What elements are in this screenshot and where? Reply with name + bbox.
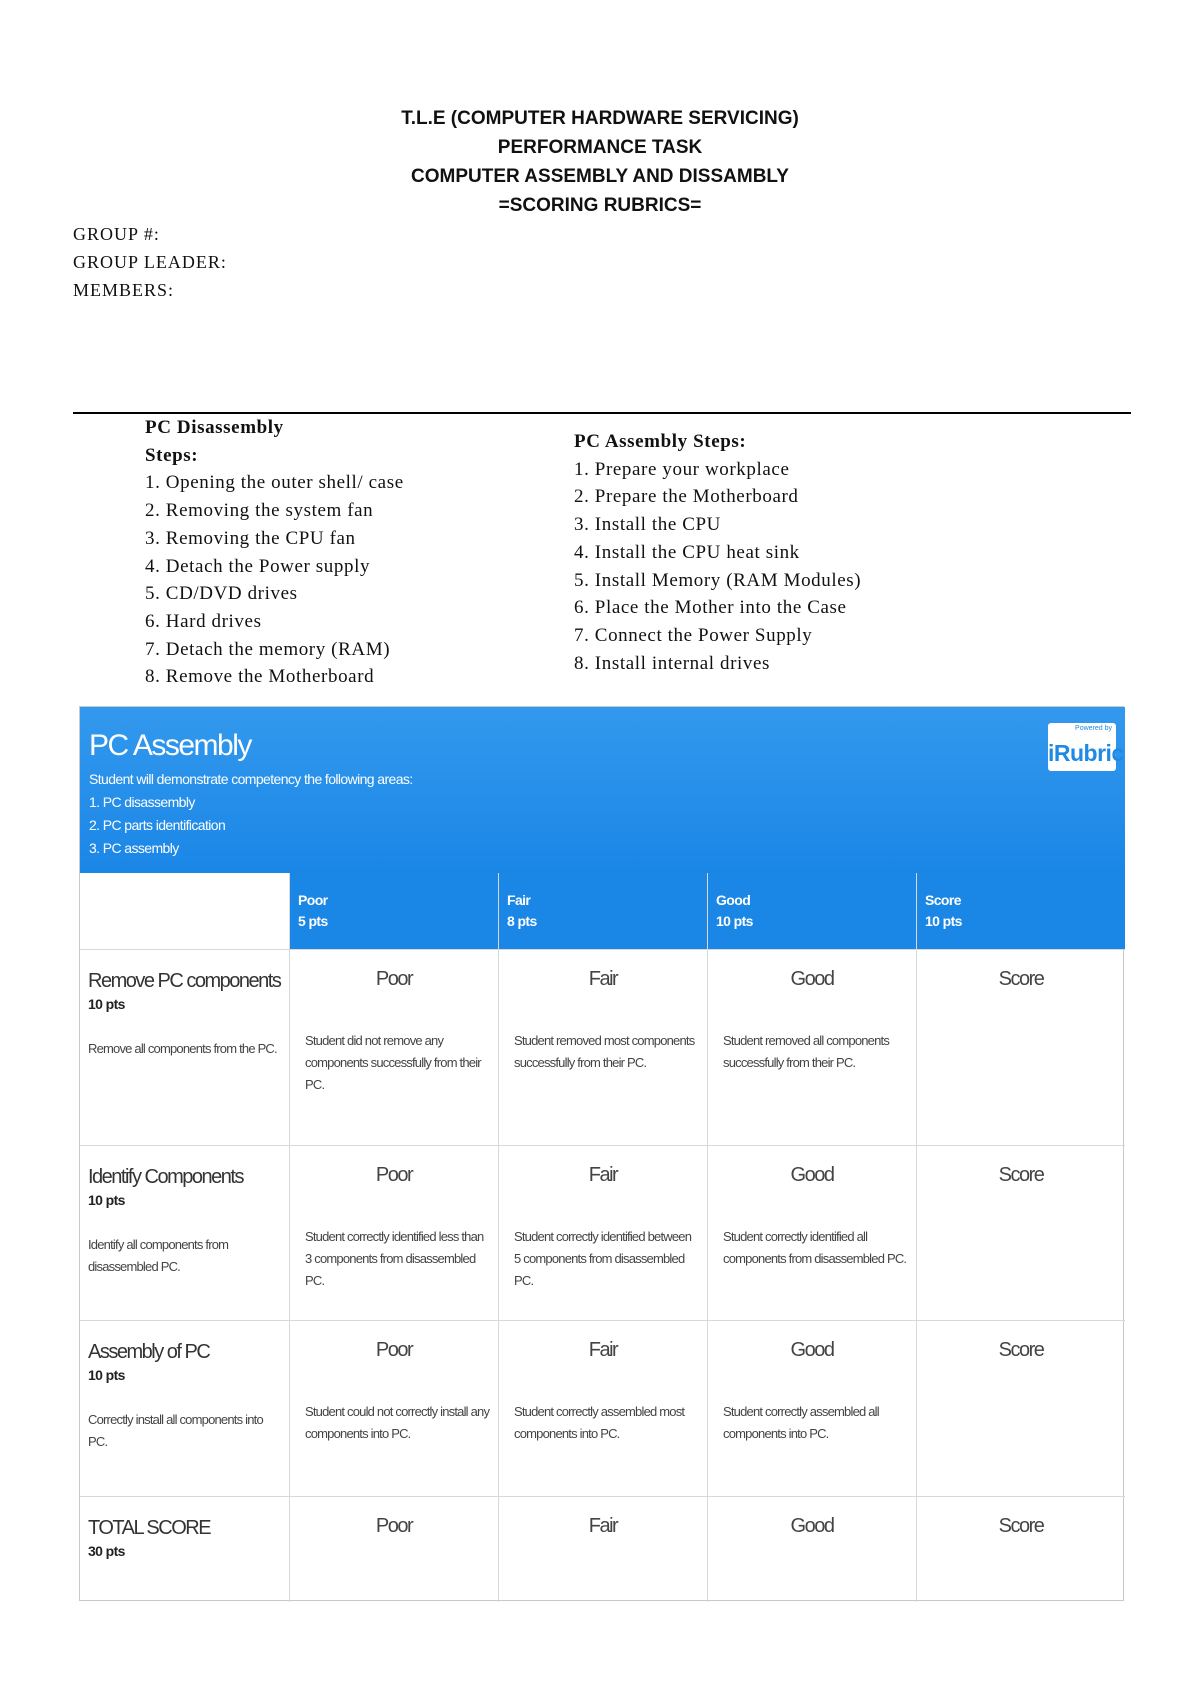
criterion-name: TOTAL SCORE bbox=[88, 1517, 211, 1539]
group-leader-label: GROUP LEADER: bbox=[73, 252, 227, 272]
level-cell-poor[interactable] bbox=[289, 1146, 498, 1320]
rubric-column-header-row bbox=[80, 873, 1125, 949]
criterion-name: Remove PC components bbox=[88, 970, 281, 992]
level-name: Poor bbox=[375, 1164, 413, 1186]
level-name: Good bbox=[790, 968, 834, 990]
criterion-name: Identify Components bbox=[88, 1166, 243, 1188]
disassembly-step: 4. Detach the Power supply bbox=[145, 555, 371, 577]
level-description: Student removed most components successfully from their PC. bbox=[514, 1033, 695, 1070]
level-name: Fair bbox=[588, 1515, 618, 1537]
disassembly-step: 5. CD/DVD drives bbox=[145, 583, 298, 605]
criterion-cell bbox=[80, 950, 289, 1145]
assembly-step: 7. Connect the Power Supply bbox=[574, 624, 813, 646]
logo-text: iRubric bbox=[1048, 740, 1124, 766]
column-header-score bbox=[916, 873, 1125, 949]
criterion-points: 10 pts bbox=[88, 1367, 125, 1383]
assembly-step: 4. Install the CPU heat sink bbox=[574, 541, 800, 563]
document-header bbox=[0, 104, 1200, 220]
level-name: Poor bbox=[375, 1515, 413, 1537]
rubric-desc-line: 1. PC disassembly bbox=[89, 794, 195, 810]
rubric-title: PC Assembly bbox=[89, 729, 251, 762]
level-description: Student correctly identified between 5 components from disassembled PC. bbox=[514, 1229, 692, 1288]
level-cell-poor[interactable] bbox=[289, 1497, 498, 1602]
column-points: 10 pts bbox=[925, 913, 962, 929]
criterion-points: 10 pts bbox=[88, 1192, 125, 1208]
level-cell-fair[interactable] bbox=[498, 1321, 707, 1496]
header-subject: T.L.E (COMPUTER HARDWARE SERVICING) bbox=[401, 108, 799, 129]
level-description: Student could not correctly install any components into PC. bbox=[305, 1404, 490, 1441]
criterion-row-remove-components bbox=[80, 949, 1125, 1145]
criterion-cell bbox=[80, 1497, 289, 1602]
logo-powered-by: Powered by bbox=[1075, 725, 1112, 732]
level-cell-poor[interactable] bbox=[289, 950, 498, 1145]
column-header-poor bbox=[289, 873, 498, 949]
assembly-step: 3. Install the CPU bbox=[574, 514, 721, 536]
level-cell-fair[interactable] bbox=[498, 1497, 707, 1602]
disassembly-step: 2. Removing the system fan bbox=[145, 500, 374, 522]
column-name: Fair bbox=[507, 892, 531, 908]
rubric-table bbox=[79, 706, 1124, 1601]
level-name: Poor bbox=[375, 968, 413, 990]
irubric-logo[interactable] bbox=[1048, 723, 1124, 771]
rubric-description bbox=[89, 768, 413, 860]
level-name: Fair bbox=[588, 1339, 618, 1361]
level-name: Score bbox=[998, 968, 1044, 990]
disassembly-step: 8. Remove the Motherboard bbox=[145, 666, 375, 688]
group-number-label: GROUP #: bbox=[73, 224, 160, 244]
level-description: Student correctly identified less than 3 components from disassembled PC. bbox=[305, 1229, 484, 1288]
level-cell-score[interactable] bbox=[916, 1146, 1125, 1320]
level-cell-score[interactable] bbox=[916, 1497, 1125, 1602]
header-rubrics: =SCORING RUBRICS= bbox=[498, 195, 702, 216]
criterion-cell bbox=[80, 1321, 289, 1496]
level-name: Fair bbox=[588, 968, 618, 990]
level-cell-score[interactable] bbox=[916, 950, 1125, 1145]
members-label: MEMBERS: bbox=[73, 280, 175, 300]
column-points: 5 pts bbox=[298, 913, 328, 929]
header-topic: COMPUTER ASSEMBLY AND DISSAMBLY bbox=[411, 166, 789, 187]
criterion-row-total-score bbox=[80, 1496, 1125, 1602]
level-name: Score bbox=[998, 1515, 1044, 1537]
disassembly-title-steps: Steps: bbox=[145, 444, 199, 466]
column-header-fair bbox=[498, 873, 707, 949]
criterion-points: 30 pts bbox=[88, 1543, 125, 1559]
level-cell-fair[interactable] bbox=[498, 1146, 707, 1320]
column-name: Score bbox=[925, 892, 961, 908]
level-name: Score bbox=[998, 1339, 1044, 1361]
assembly-step: 6. Place the Mother into the Case bbox=[574, 597, 847, 619]
level-cell-good[interactable] bbox=[707, 950, 916, 1145]
level-name: Score bbox=[998, 1164, 1044, 1186]
criterion-row-assembly bbox=[80, 1320, 1125, 1496]
assembly-step: 2. Prepare the Motherboard bbox=[574, 486, 799, 508]
column-points: 10 pts bbox=[716, 913, 753, 929]
disassembly-steps bbox=[145, 414, 445, 691]
criterion-points: 10 pts bbox=[88, 996, 125, 1012]
assembly-title: PC Assembly Steps: bbox=[574, 431, 747, 452]
rubric-desc-line: Student will demonstrate competency the following areas: bbox=[89, 771, 413, 787]
criterion-description: Correctly install all components into PC. bbox=[88, 1412, 263, 1449]
criterion-description: Identify all components from disassembled PC. bbox=[88, 1237, 229, 1274]
group-info bbox=[73, 220, 227, 304]
header-empty-cell bbox=[80, 873, 289, 949]
level-description: Student did not remove any components successfully from their PC. bbox=[305, 1033, 481, 1092]
level-description: Student correctly assembled most components into PC. bbox=[514, 1404, 685, 1441]
rubric-desc-line: 2. PC parts identification bbox=[89, 817, 226, 833]
criterion-description: Remove all components from the PC. bbox=[88, 1041, 277, 1056]
level-cell-good[interactable] bbox=[707, 1146, 916, 1320]
level-name: Poor bbox=[375, 1339, 413, 1361]
disassembly-step: 6. Hard drives bbox=[145, 610, 262, 632]
level-description: Student correctly identified all components from disassembled PC. bbox=[723, 1229, 907, 1266]
level-cell-fair[interactable] bbox=[498, 950, 707, 1145]
level-name: Good bbox=[790, 1339, 834, 1361]
header-task: PERFORMANCE TASK bbox=[497, 137, 703, 158]
level-name: Fair bbox=[588, 1164, 618, 1186]
column-name: Good bbox=[716, 892, 751, 908]
level-description: Student removed all components successfully from their PC. bbox=[723, 1033, 890, 1070]
rubric-grid bbox=[80, 873, 1125, 1602]
level-name: Good bbox=[790, 1164, 834, 1186]
level-cell-score[interactable] bbox=[916, 1321, 1125, 1496]
column-header-good bbox=[707, 873, 916, 949]
level-cell-good[interactable] bbox=[707, 1321, 916, 1496]
criterion-name: Assembly of PC bbox=[88, 1341, 210, 1363]
disassembly-step: 3. Removing the CPU fan bbox=[145, 527, 356, 549]
assembly-step: 1. Prepare your workplace bbox=[574, 458, 790, 480]
disassembly-step: 1. Opening the outer shell/ case bbox=[145, 472, 404, 494]
column-name: Poor bbox=[298, 892, 328, 908]
rubric-header bbox=[80, 707, 1125, 873]
level-cell-poor[interactable] bbox=[289, 1321, 498, 1496]
disassembly-title: PC Disassembly bbox=[145, 417, 284, 438]
level-name: Good bbox=[790, 1515, 834, 1537]
level-description: Student correctly assembled all components into PC. bbox=[723, 1404, 879, 1441]
criterion-row-identify-components bbox=[80, 1145, 1125, 1320]
rubric-desc-line: 3. PC assembly bbox=[89, 840, 179, 856]
column-points: 8 pts bbox=[507, 913, 537, 929]
assembly-step: 5. Install Memory (RAM Modules) bbox=[574, 569, 862, 591]
assembly-steps bbox=[574, 428, 974, 677]
assembly-step: 8. Install internal drives bbox=[574, 652, 771, 674]
criterion-cell bbox=[80, 1146, 289, 1320]
disassembly-step: 7. Detach the memory (RAM) bbox=[145, 638, 391, 660]
level-cell-good[interactable] bbox=[707, 1497, 916, 1602]
